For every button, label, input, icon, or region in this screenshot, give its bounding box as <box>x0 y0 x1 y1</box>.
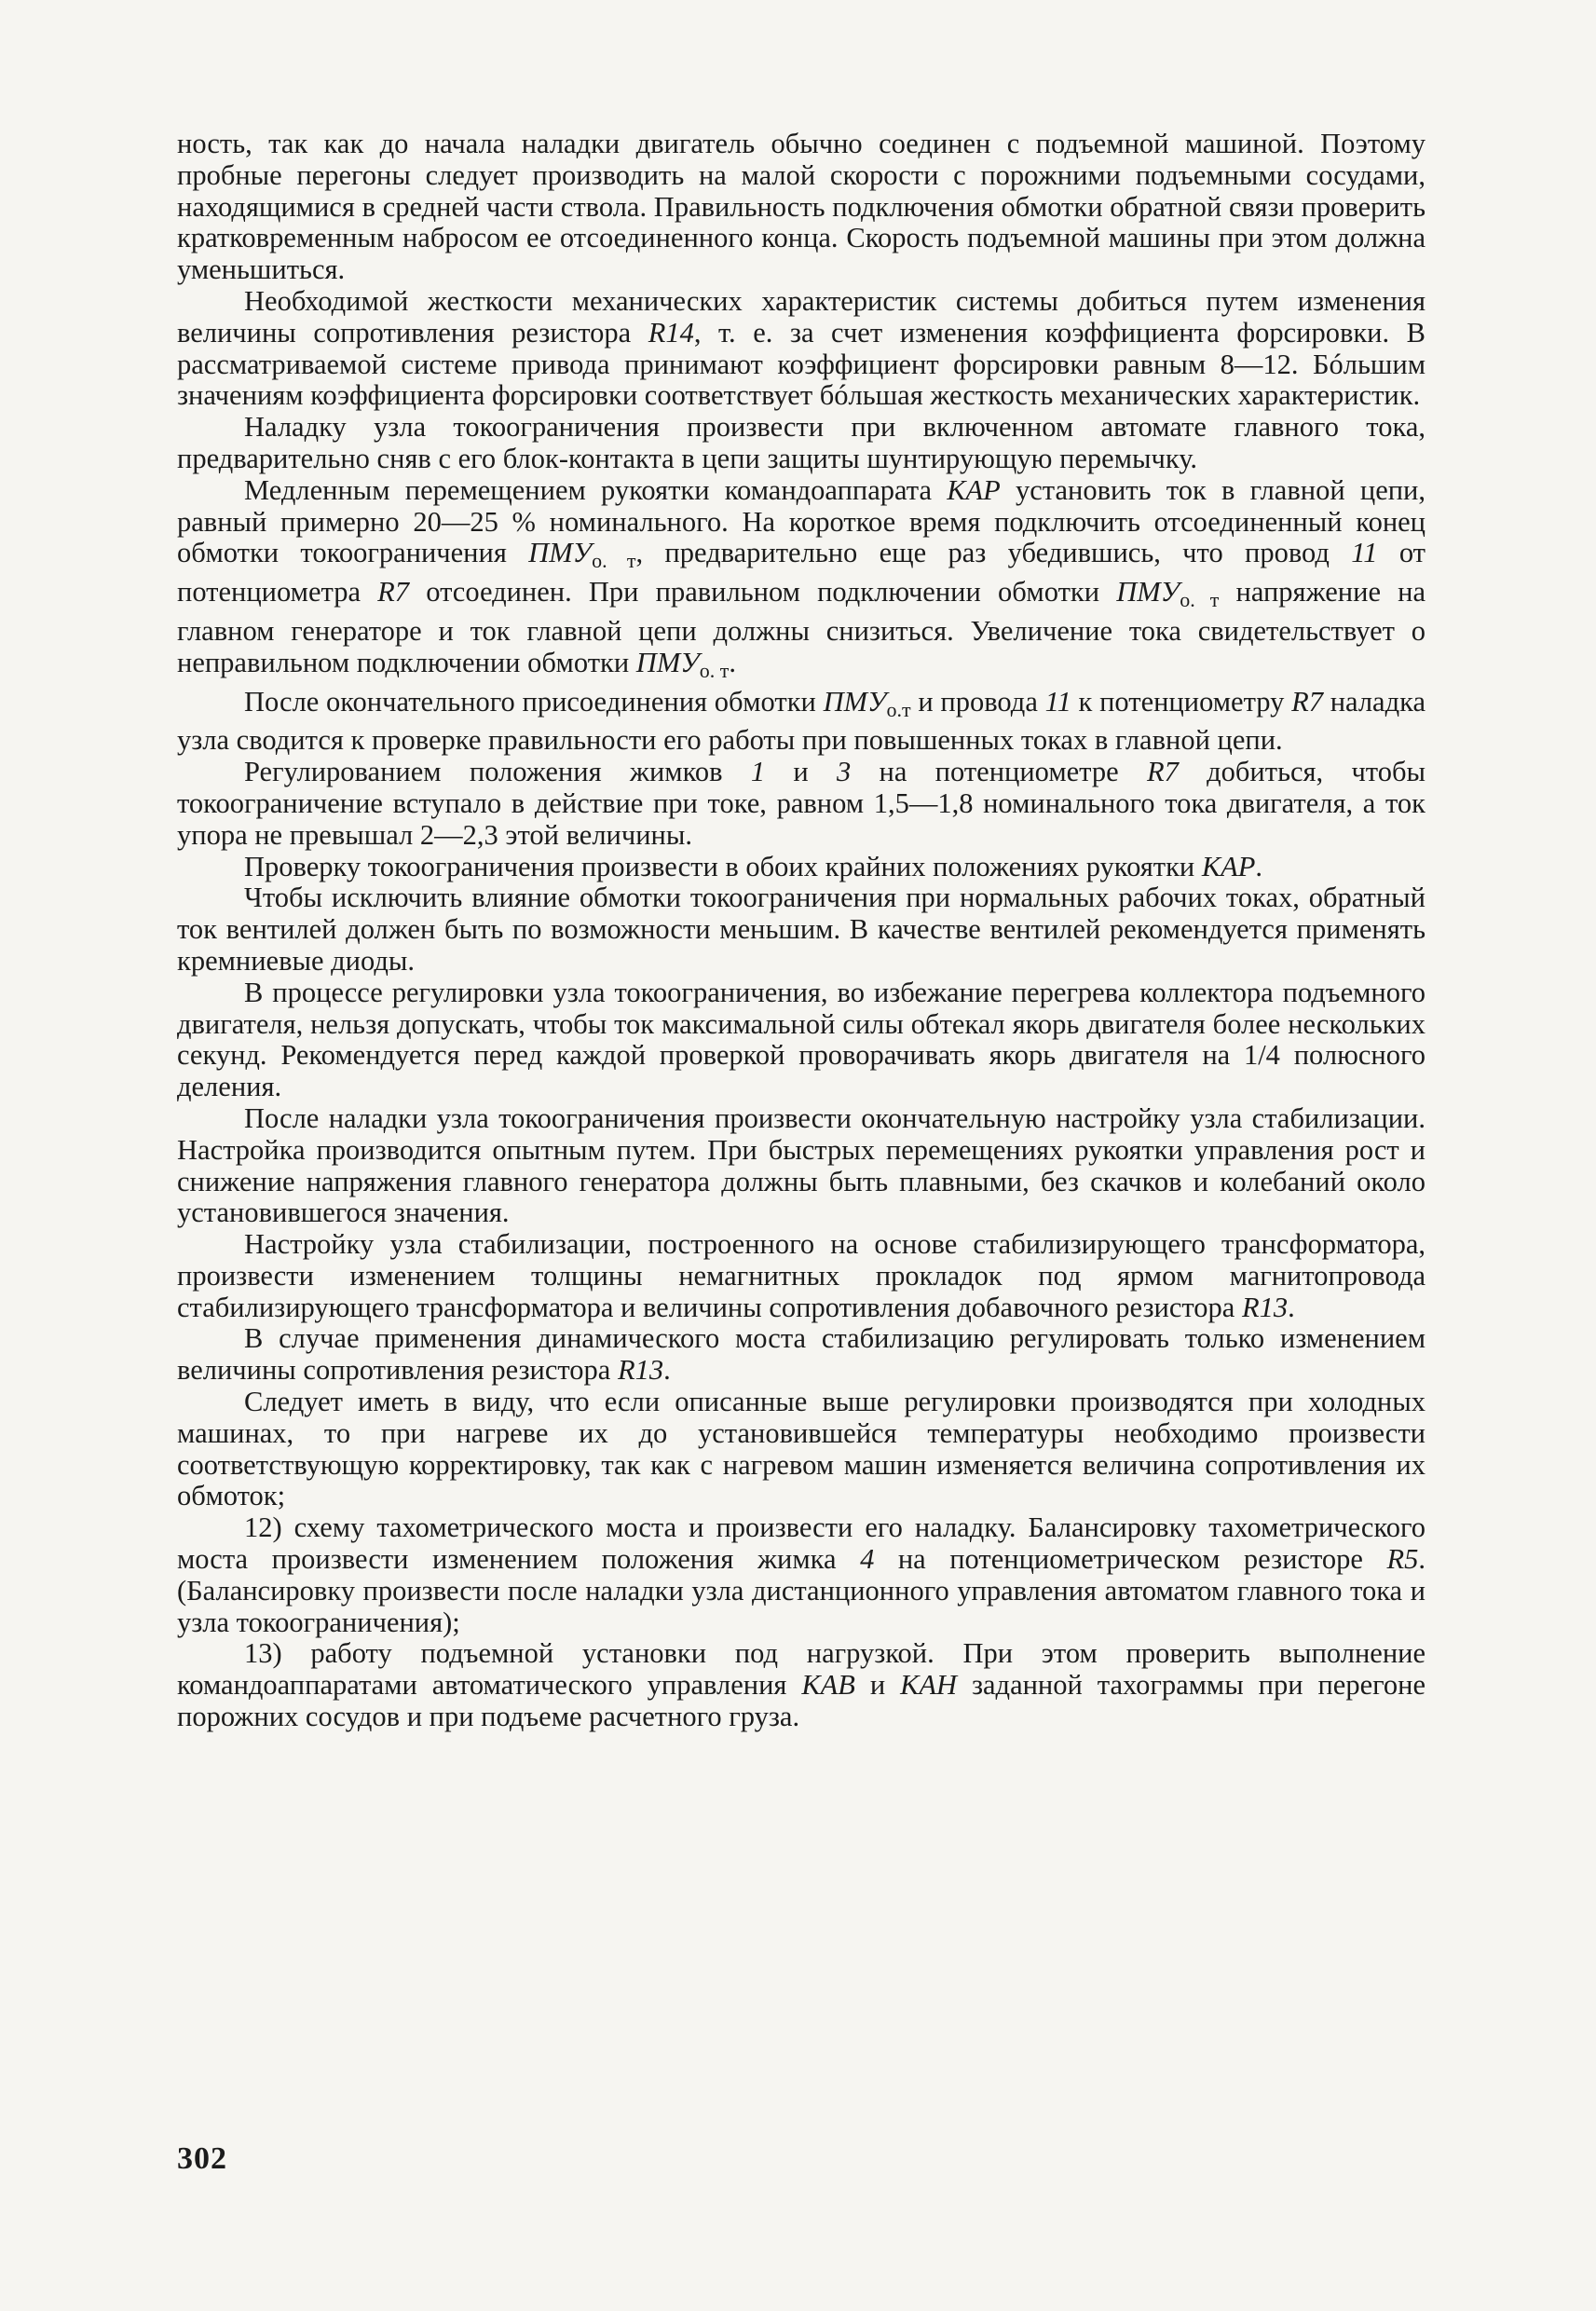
italic-symbol: R7 <box>1146 756 1179 788</box>
text-run: к потенциометру <box>1071 685 1292 718</box>
subscript: о. т <box>592 549 636 573</box>
text-run: . <box>1255 850 1263 882</box>
italic-symbol: 4 <box>860 1543 875 1576</box>
paragraph <box>177 1103 1425 1229</box>
text-run: В случае применения динамического моста стабилизацию регулировать только изменением величины сопротивления резистора <box>177 1322 1425 1387</box>
subscript: о. т <box>699 658 730 682</box>
paragraph <box>177 757 1425 851</box>
text-run: на потенциометрическом резисторе <box>874 1543 1387 1576</box>
italic-symbol: КАН <box>900 1669 958 1702</box>
text-run: напряжение на главном генераторе и ток главной цепи должны снизиться. Увеличение тока свидетельствует о неправильном подключении обмотки <box>177 576 1426 678</box>
subscript: о.т <box>886 697 911 721</box>
italic-symbol: КАР <box>947 473 1001 506</box>
paragraph <box>177 1638 1425 1732</box>
paragraph <box>177 286 1425 412</box>
text-run: , т. е. за счет изменения коэффициента форсировки. В рассматриваемой системе привода принимают коэффициент форсировки равным 8—12. Бóльшим значениям коэффициента форсировки соответствует бóльшая жесткость механических характеристик. <box>177 316 1425 412</box>
paragraph <box>177 687 1425 758</box>
text-run: от потенциометра <box>177 537 1425 609</box>
italic-symbol: ПМУ <box>823 685 887 718</box>
text-run: 12) схему тахометрического моста и произвести его наладку. Балансировку тахометрического моста произвести изменением положения жимка <box>177 1511 1425 1576</box>
text-run: и <box>765 756 837 788</box>
text-run: , предварительно еще раз убедившись, что провод <box>635 537 1352 569</box>
text-run: Регулированием положения жимков <box>244 756 751 788</box>
text-run: В процессе регулировки узла токоограничения, во избежание перегрева коллектора подъемного двигателя, нельзя допускать, чтобы ток максимальной силы обтекал якорь двигателя более нескольких секунд. Рекомендуется перед каждой проверкой проворачивать якорь двигателя на 1/4 полюсного деления. <box>177 976 1425 1103</box>
text-run: наладка узла сводится к проверке правильности его работы при повышенных токах в главной цепи. <box>177 685 1425 757</box>
page-number: 302 <box>177 2141 227 2176</box>
paragraph <box>177 852 1425 883</box>
text-run: Следует иметь в виду, что если описанные выше регулировки производятся при холодных машинах, то при нагреве их до установившейся температуры необходимо произвести соответствующую корректировку, так как с нагревом машин изменяется величина сопротивления их обмоток; <box>177 1386 1425 1512</box>
text-run: . <box>1288 1291 1295 1323</box>
text-run: После наладки узла токоограничения произвести окончательную настройку узла стабилизации. Настройка производится опытным путем. При быстрых перемещениях рукоятки управления рост и снижение напряжения главного генератора должны быть плавными, без скачков и колебаний около установившегося значения. <box>177 1101 1425 1229</box>
italic-symbol: ПМУ <box>528 537 593 569</box>
italic-symbol: R5 <box>1386 1543 1419 1576</box>
paragraph <box>177 1387 1425 1512</box>
italic-symbol: ПМУ <box>1116 576 1180 609</box>
text-run: . <box>663 1354 671 1387</box>
paragraph <box>177 1229 1425 1323</box>
text-run: и провода <box>910 685 1045 718</box>
paragraph <box>177 129 1425 286</box>
text-run: Проверку токоограничения произвести в обоих крайних положениях рукоятки <box>244 850 1202 882</box>
text-run: Настройку узла стабилизации, построенного на основе стабилизирующего трансформатора, произвести изменением толщины немагнитных прокладок под ярмом магнитопровода стабилизирующего трансформатора и величины сопротивления добавочного резистора <box>177 1228 1425 1323</box>
italic-symbol: 1 <box>750 756 766 788</box>
text-run: 13) работу подъемной установки под нагрузкой. При этом проверить выполнение командоаппаратами автоматического управления <box>177 1637 1425 1702</box>
italic-symbol: R13 <box>1241 1291 1289 1323</box>
italic-symbol: КАВ <box>801 1669 855 1702</box>
text-run: установить ток в главной цепи, равный примерно 20—25 % номинального. На короткое время подключить отсоединенный конец обмотки токоограничения <box>177 473 1425 569</box>
text-run: . <box>729 646 737 678</box>
paragraph <box>177 1512 1425 1638</box>
italic-symbol: 3 <box>836 756 852 788</box>
text-run: Чтобы исключить влияние обмотки токоограничения при нормальных рабочих токах, обратный ток вентилей должен быть по возможности меньшим. В качестве вентилей рекомендуется применять кремниевые диоды. <box>177 882 1425 977</box>
page-body <box>177 129 1425 1733</box>
text-run: на потенциометре <box>851 756 1147 788</box>
paragraph <box>177 1323 1425 1387</box>
italic-symbol: КАР <box>1201 850 1256 882</box>
subscript: о. т <box>1180 588 1220 612</box>
text-run: ность, так как до начала наладки двигатель обычно соединен с подъемной машиной. Поэтому пробные перегоны следует производить на малой скорости с порожними подъемными сосудами, находящимися в средней части ствола. Правильность подключения обмотки обратной связи проверить кратковременным набросом ее отсоединенного конца. Скорость подъемной машины при этом должна уменьшиться. <box>177 128 1425 286</box>
text-run: заданной тахограммы при перегоне порожних сосудов и при подъеме расчетного груза. <box>177 1669 1425 1733</box>
italic-symbol: ПМУ <box>635 646 700 678</box>
text-run: и <box>854 1669 901 1702</box>
text-run: . (Балансировку произвести после наладки узла дистанционного управления автоматом главного тока и узла токоограничения); <box>177 1543 1425 1638</box>
paragraph <box>177 475 1425 687</box>
text-run: добиться, чтобы токоограничение вступало в действие при токе, равном 1,5—1,8 номинального тока двигателя, а ток упора не превышал 2—2,3 этой величины. <box>177 756 1425 851</box>
italic-symbol: R13 <box>617 1354 664 1387</box>
paragraph <box>177 978 1425 1103</box>
italic-symbol: 11 <box>1351 537 1378 569</box>
italic-symbol: R7 <box>1291 685 1323 718</box>
text-run: Наладку узла токоограничения произвести при включенном автомате главного тока, предварительно сняв с его блок-контакта в цепи защиты шунтирующую перемычку. <box>177 411 1425 474</box>
text-run: Необходимой жесткости механических характеристик системы добиться путем изменения величины сопротивления резистора <box>177 284 1425 349</box>
text-run: Медленным перемещением рукоятки командоаппарата <box>244 473 948 506</box>
italic-symbol: 11 <box>1044 685 1071 718</box>
italic-symbol: R14 <box>648 316 694 349</box>
text-run: После окончательного присоединения обмотки <box>244 685 824 718</box>
italic-symbol: R7 <box>377 576 410 609</box>
text-run: отсоединен. При правильном подключении обмотки <box>409 576 1117 609</box>
paragraph <box>177 882 1425 977</box>
paragraph <box>177 412 1425 475</box>
